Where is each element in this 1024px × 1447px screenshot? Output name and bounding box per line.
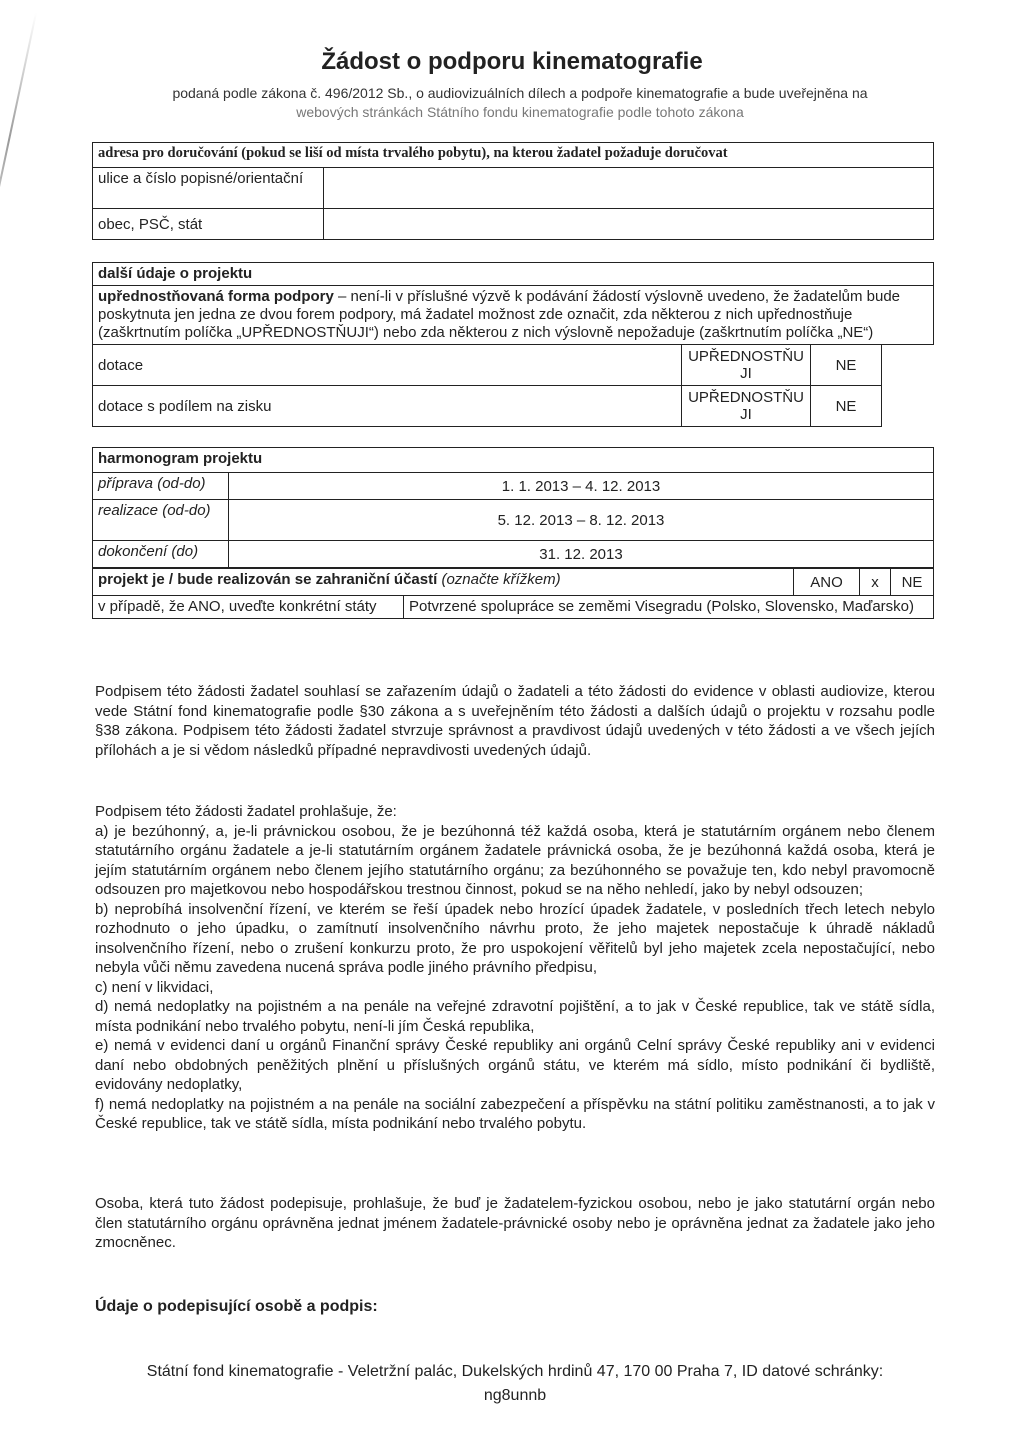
form-zisk-prefer[interactable]: UPŘEDNOSTŇUJI bbox=[682, 386, 811, 427]
schedule-table bbox=[92, 447, 934, 568]
countries-label: v případě, že ANO, uveďte konkrétní státy bbox=[93, 596, 404, 619]
footer-line-2: ng8unnb bbox=[483, 1387, 547, 1404]
declaration-item-c: c) není v likvidaci, bbox=[95, 978, 214, 996]
foreign-ano[interactable]: ANO bbox=[794, 569, 860, 596]
project-heading: další údaje o projektu bbox=[93, 263, 934, 286]
document-title: Žádost o podporu kinematografie bbox=[321, 48, 703, 75]
foreign-question-bold: projekt je / bude realizován se zahraniční účastí bbox=[98, 571, 438, 588]
footer-line-1: Státní fond kinematografie - Veletržní palác, Dukelských hrdinů 47, 170 00 Praha 7, ID datové schránky: bbox=[146, 1363, 884, 1380]
foreign-table bbox=[92, 568, 934, 619]
spacer bbox=[882, 386, 934, 427]
form-dotace-no[interactable]: NE bbox=[811, 345, 882, 386]
form-dotace-prefer[interactable]: UPŘEDNOSTŇUJI bbox=[682, 345, 811, 386]
schedule-end-value: 31. 12. 2013 bbox=[229, 541, 934, 568]
subtitle-line-1: podaná podle zákona č. 496/2012 Sb., o audiovizuálních dílech a podpoře kinematografie a bude uveřejněna na bbox=[172, 85, 868, 101]
address-street-label: ulice a číslo popisné/orientační bbox=[93, 168, 324, 209]
preferred-form-text bbox=[93, 286, 934, 345]
spacer bbox=[882, 345, 934, 386]
countries-value: Potvrzené spolupráce se zeměmi Visegradu (Polsko, Slovensko, Maďarsko) bbox=[404, 596, 934, 619]
preferred-form-description: – není-li v příslušné výzvě k podávání žádostí výslovně uvedeno, že žadatelům bude poskytnuta jen jedna ze dvou forem podpory, má žadatel možnost zde označit, zda některou z nich upřednostňuje (zaškrtnutím políčka „UPŘEDNOSTŇUJI“) nebo zda některou z nich výslovně nepožaduje (zaškrtnutím políčka „NE“) bbox=[98, 288, 901, 341]
schedule-end-label: dokončení (do) bbox=[93, 541, 229, 568]
address-table bbox=[92, 142, 934, 240]
form-zisk-label: dotace s podílem na zisku bbox=[93, 386, 682, 427]
declaration-item-e: e) nemá v evidenci daní u orgánů Finanční správy České republiky ani orgánů Celní správy České republiky ani v evidenci daní nebo obdobných peněžitých plnění u příslušných orgánů státu, ve kterém má sídlo, místo podnikání či bydliště, evidovány nedoplatky, bbox=[95, 1037, 935, 1093]
foreign-mark[interactable]: x bbox=[860, 569, 891, 596]
schedule-prep-label: příprava (od-do) bbox=[93, 473, 229, 500]
address-city-label: obec, PSČ, stát bbox=[93, 209, 324, 240]
foreign-ne[interactable]: NE bbox=[891, 569, 934, 596]
address-city-value[interactable] bbox=[324, 209, 934, 240]
preferred-form-title: upřednostňovaná forma podpory bbox=[98, 288, 334, 305]
schedule-heading: harmonogram projektu bbox=[93, 448, 934, 473]
schedule-real-label: realizace (od-do) bbox=[93, 500, 229, 541]
foreign-question-hint: (označte křížkem) bbox=[437, 571, 561, 588]
consent-paragraph: Podpisem této žádosti žadatel souhlasí se zařazením údajů o žadateli a této žádosti do evidence v oblasti audiovize, kterou vede Státní fond kinematografie podle §30 zákona a s uveřejněním této žádosti a dalších údajů o projektu v rozsahu podle §38 zákona. Podpisem této žádosti žadatel stvrzuje správnost a pravdivost údajů uvedených v této žádosti a ve všech jejích přílohách a je si vědom následků případné nepravdivosti uvedených údajů. bbox=[95, 683, 935, 759]
form-zisk-no[interactable]: NE bbox=[811, 386, 882, 427]
declaration-intro: Podpisem této žádosti žadatel prohlašuje, že: bbox=[95, 803, 397, 820]
document-subtitle bbox=[120, 84, 920, 122]
subtitle-line-2: webových stránkách Státního fondu kinematografie podle tohoto zákona bbox=[296, 104, 744, 120]
footer bbox=[95, 1360, 935, 1408]
signature-heading: Údaje o podepisující osobě a podpis: bbox=[95, 1298, 378, 1315]
address-street-value[interactable] bbox=[324, 168, 934, 209]
form-dotace-label: dotace bbox=[93, 345, 682, 386]
declaration-section bbox=[95, 802, 935, 1134]
schedule-real-value: 5. 12. 2013 – 8. 12. 2013 bbox=[229, 500, 934, 541]
foreign-question bbox=[93, 569, 794, 596]
declaration-item-f: f) nemá nedoplatky na pojistném a na penále na sociální zabezpečení a příspěvku na státní politiku zaměstnanosti, a to jak v České republice, tak ve státě sídla, místa podnikání nebo trvalého pobytu. bbox=[95, 1095, 935, 1132]
declaration-item-d: d) nemá nedoplatky na pojistném a na penále na veřejné zdravotní pojištění, a to jak v České republice, tak ve státě sídla, místa podnikání nebo trvalého pobytu, není-li jím Česká republika, bbox=[95, 998, 935, 1035]
address-heading: adresa pro doručování (pokud se liší od místa trvalého pobytu), na kterou žadatel požaduje doručovat bbox=[93, 143, 934, 168]
schedule-prep-value: 1. 1. 2013 – 4. 12. 2013 bbox=[229, 473, 934, 500]
declaration-item-a: a) je bezúhonný, a, je-li právnickou osobou, že je bezúhonná též každá osoba, která je statutárním orgánem nebo členem statutárního orgánu žadatele a je-li statutárním orgánem žadatele právnická osoba, že je bezúhonná každá osoba, která je jejím statutárním orgánem nebo členem jejího statutárního orgánu; za bezúhonného se považuje ten, kdo nebyl pravomocně odsouzen pro majetkovou nebo hospodářskou trestnou činnost, pokud se na něho nehledí, jako by nebyl odsouzen; bbox=[95, 822, 935, 898]
declaration-item-b: b) neprobíhá insolvenční řízení, ve kterém se řeší úpadek nebo hrozící úpadek žadatele, v posledních třech letech nebylo rozhodnuto o jeho úpadku, o zamítnutí insolvenčního návrhu proto, že jeho majetek nepostačuje k úhradě nákladů insolvenčního řízení, nebo o zrušení konkurzu proto, že pro uspokojení věřitelů byl jeho majetek zcela nepostačující, nebo nebyla vůči němu zavedena nucená správa podle jiného právního předpisu, bbox=[95, 900, 935, 976]
signatory-paragraph: Osoba, která tuto žádost podepisuje, prohlašuje, že buď je žadatelem-fyzickou osobou, nebo je jako statutární orgán nebo člen statutárního orgánu oprávněna jednat jménem žadatele-právnické osoby nebo je oprávněna jednat za žadatele jako jeho zmocněnec. bbox=[95, 1195, 935, 1251]
project-table bbox=[92, 262, 934, 427]
